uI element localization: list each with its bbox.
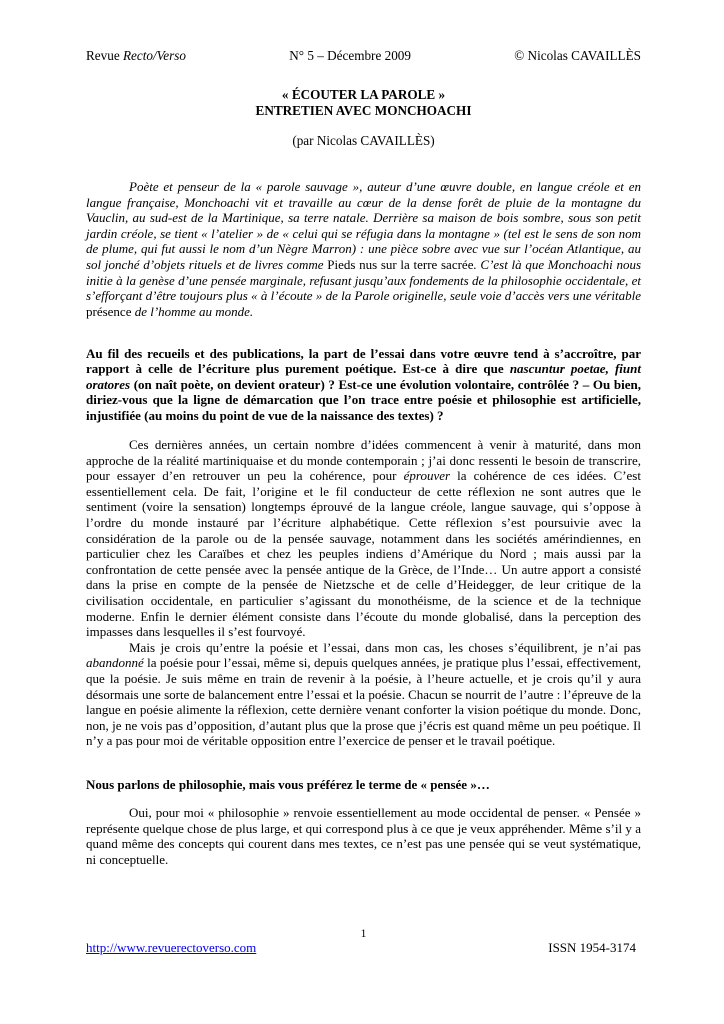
footer-website-link[interactable]: http://www.revuerectoverso.com — [86, 940, 257, 955]
interview-answer-2: Oui, pour moi « philosophie » renvoie essentiellement au mode occidental de penser. « Pensée » représente quelque chose de plus large, et qui correspond plus à ce que je veux appréhender. Même s’il y a quand même des concepts qui courent dans mes textes, ce n’est pas une pensée qui se veut systématique, ni conceptuelle. — [86, 805, 641, 867]
article-title: « ÉCOUTER LA PAROLE » — [281, 87, 446, 102]
header-copyright: © Nicolas CAVAILLÈS — [514, 48, 641, 63]
footer-issn: ISSN 1954-3174 — [548, 940, 636, 955]
header-issue: N° 5 – Décembre 2009 — [289, 48, 411, 63]
interview-question-2: Nous parlons de philosophie, mais vous préférez le terme de « pensée »… — [86, 777, 490, 792]
article-byline: (par Nicolas CAVAILLÈS) — [292, 133, 435, 148]
interview-answer-1 — [86, 437, 641, 749]
header-journal-title: Recto/Verso — [123, 48, 186, 63]
answer-1-paragraph-1: Ces dernières années, un certain nombre d’idées commencent à venir à maturité, dans mon approche de la réalité martiniquaise et du monde contemporain ; j’ai donc ressenti le besoin de transcrire, pour essayer d’en retrouver un peu la cohérence, pour éprouver la cohérence de ces idées. C’est essentiellement cela. De fait, l’origine et le fil conducteur de cette réflexion ne sont autres que le sentiment (voire la sensation) longtemps éprouvé de la langue créole, langue sauvage, qui s’oppose à l’ordre du monde instauré par l’écriture alphabétique. Cette réflexion s’est poursuivie avec la considération de la parole ou de la pensée sauvage, notamment dans les sociétés amérindiennes, en particulier chez les Caraïbes et chez les peuples indiens d’Amérique du Nord ; mais aussi par la confrontation de cette pensée avec la pensée antique de la Grèce, de l’Inde… Un autre apport a consisté dans la prise en compte de la pensée de Nietzsche et de celle d’Heidegger, de leur critique de la civilisation occidentale, en particulier s’agissant du monothéisme, de la science et de la technique moderne. Enfin le dernier élément consiste dans l’écoute du monde globalisé, dans la perception des impasses dans lesquelles il s’est fourvoyé. — [86, 437, 641, 640]
article-title-block — [86, 87, 641, 149]
intro-paragraph: Poète et penseur de la « parole sauvage », auteur d’une œuvre double, en langue créole et en langue française, Monchoachi vit et travaille au cœur de la dense forêt de pluie de la montagne du Vauclin, au sud-est de la Martinique, sa terre natale. Derrière sa maison de bois sombre, sous son petit jardin créole, se tient « l’atelier » de « celui qui se réfugia dans la montagne » (tel est le sens de son nom de plume, qui fut aussi le nom d’un Nègre Marron) : une pièce sobre avec vue sur l’océan Atlantique, au sol jonché d’objets rituels et de livres comme Pieds nus sur la terre sacrée. C’est là que Monchoachi nous initie à la genèse d’une pensée marginale, refusant jusqu’aux fondements de la philosophie occidentale, et s’efforçant d’être toujours plus « à l’écoute » de la Parole originelle, seule voie d’accès vers une véritable présence de l’homme au monde. — [86, 179, 641, 319]
interview-question-1: Au fil des recueils et des publications, la part de l’essai dans votre œuvre tend à s’accroître, par rapport à celle de l’écriture plus purement poétique. Est-ce à dire que nascuntur poetae, fiunt oratores (on naît poète, on devient orateur) ? Est-ce une évolution volontaire, contrôlée ? – Ou bien, diriez-vous que la ligne de démarcation que l’on trace entre poésie et philosophie est artificielle, injustifiée (au moins du point de vue de la naissance des textes) ? — [86, 346, 641, 423]
page-footer — [86, 940, 636, 956]
page-number: 1 — [360, 928, 367, 940]
article-subtitle: ENTRETIEN AVEC MONCHOACHI — [255, 102, 472, 118]
header-journal: Revue Recto/Verso — [86, 48, 186, 63]
running-header — [86, 48, 641, 64]
answer-1-paragraph-2: Mais je crois qu’entre la poésie et l’essai, dans mon cas, les choses s’équilibrent, je n’ai pas abandonné la poésie pour l’essai, même si, depuis quelques années, je pratique plus l’essai, effectivement, que la poésie. Je suis même en train de revenir à la poésie, à l’heure actuelle, et je crois qu’il y aura désormais une sorte de balancement entre l’essai et la poésie. Chacun se nourrit de l’autre : l’épreuve de la langue en poésie alimente la réflexion, cette dernière venant conforter la vision poétique du monde. Donc, non, je ne vois pas d’opposition, d’autant plus que la prose que j’écris est quand même un peu poétique. Il n’y a pas pour moi de véritable opposition entre l’exercice de penser et le travail poétique. — [86, 639, 641, 749]
